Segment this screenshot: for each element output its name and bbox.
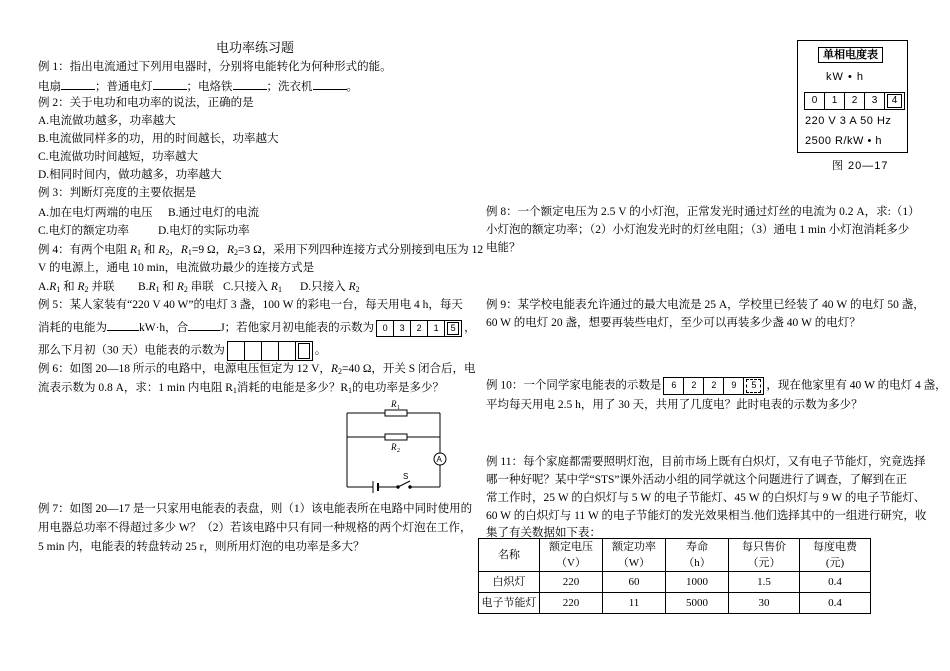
svg-text:R: R [391, 399, 397, 409]
ex9-question: 例 9：某学校电能表允许通过的最大电流是 25 A，学校里已经装了 40 W 的电灯 50 盏， [486, 299, 925, 311]
table-header: 每只售价 （元） [729, 539, 800, 572]
ex2-option-c: C.电流做功时间越短，功率越大 [38, 151, 199, 163]
table-cell: 0.4 [800, 593, 871, 614]
ex2-question: 例 2：关于电功和电功率的说法，正确的是 [38, 97, 254, 109]
table-cell: 220 [540, 593, 603, 614]
circuit-diagram [340, 395, 465, 495]
ex6-question: 例 6：如图 20—18 所示的电路中，电源电压恒定为 12 V，$R_2=40$ Ω，开关 S 闭合后，电 [38, 363, 476, 376]
lamp-data-table [478, 538, 871, 614]
ex3-option-d: D.电灯的实际功率 [158, 225, 250, 237]
table-header: 名称 [479, 539, 540, 572]
ex5-question: 例 5：某人家装有“220 V 40 W”的电灯 3 盏，100 W 的彩电一台，每天用电 4 h，每天 [38, 299, 463, 311]
ex2-option-b: B.电流做同样多的功，用的时间越长，功率越大 [38, 133, 279, 145]
table-cell: 220 [540, 572, 603, 593]
ex5-question-line3: 那么下月初（30 天）电能表的示数为 。 [38, 341, 326, 361]
ex10-question-line2: 平均每天用电 2.5 h，用了 30 天，共用了几度电？此时电表的示数为多少？ [486, 399, 863, 411]
meter-unit: kW • h [826, 71, 864, 83]
ex8-question-line2: 小灯泡的额定功率；（2）小灯泡发光时的灯丝电阻；（3）通电 1 min 小灯泡消耗多少 [486, 224, 910, 236]
svg-text:1: 1 [397, 405, 400, 411]
figure-caption: 图 20—17 [832, 160, 889, 172]
table-cell: 1000 [666, 572, 729, 593]
ex10-question: 例 10：一个同学家电能表的示数是 6 2 2 9 5 ，现在他家里有 40 W 的电灯 4 盏， [486, 377, 947, 395]
ex4-question-line2: V 的电源上，通电 10 min，电流做功最少的连接方式是 [38, 262, 315, 274]
meter-digits: 0 1 2 3 4 [804, 92, 905, 110]
table-row [479, 593, 871, 614]
ex2-option-d: D.相同时间内，做功越多，功率越大 [38, 169, 222, 181]
ex1-items: 电扇 ；普通电灯 ；电烙铁 ；洗衣机 。 [38, 77, 358, 95]
answer-blank[interactable] [107, 318, 139, 331]
svg-text:2: 2 [397, 448, 400, 454]
table-cell: 5000 [666, 593, 729, 614]
ex7-question-line2: 用电器总功率不得超过多少 W？（2）若该电路中只有同一种规格的两个灯泡在工作， [38, 522, 472, 534]
answer-blank[interactable] [313, 77, 347, 90]
ex2-option-a: A.电流做功越多，功率越大 [38, 115, 176, 127]
ex11-question-line2: 哪一种好呢？某中学“STS”课外活动小组的同学就这个问题进行了调查，了解到在正 [486, 474, 908, 486]
svg-text:R: R [391, 442, 397, 452]
ex7-question: 例 7：如图 20—17 是一只家用电能表的表盘，则（1）该电能表所在电路中同时使用的 [38, 503, 473, 515]
ex4-question: 例 4：有两个电阻 $R_1$ 和 $R_2$，$R_1=9$ Ω，$R_2=3$ Ω，采用下列四种连接方式分别接到电压为 12 [38, 244, 484, 257]
table-cell: 1.5 [729, 572, 800, 593]
table-header: 寿命 （h） [666, 539, 729, 572]
ex4-option-c: C.只接入 $R_1$ [223, 281, 282, 294]
meter-reading-answer-box[interactable] [227, 341, 313, 361]
ex5-question-line2: 消耗的电能为 kW·h，合 J；若他家月初电能表的示数为 0 3 2 1 5 ， [38, 318, 476, 337]
ex1-question: 例 1：指出电流通过下列用电器时，分别将电能转化为何种形式的能。 [38, 61, 392, 73]
answer-blank[interactable] [153, 77, 187, 90]
table-cell: 0.4 [800, 572, 871, 593]
ex3-option-b: B.通过电灯的电流 [168, 207, 260, 219]
ex4-option-a: $A.R_1$ 和 $R_2$ 并联 [38, 281, 115, 294]
ex8-question-line3: 电能？ [486, 242, 521, 254]
answer-blank[interactable] [188, 318, 220, 331]
resistor-r2 [385, 434, 407, 440]
table-header: 额定功率 （W） [603, 539, 666, 572]
ex6-question-line2: 流表示数为 0.8 A，求：1 min 内电阻 $R_1$消耗的电能是多少？$R_1$的电功率是多少？ [38, 382, 445, 395]
table-header: 额定电压 （V） [540, 539, 603, 572]
ex8-question: 例 8：一个额定电压为 2.5 V 的小灯泡，正常发光时通过灯丝的电流为 0.2 A，求:（1） [486, 206, 920, 218]
meter-spec-rating: 220 V 3 A 50 Hz [805, 115, 892, 127]
table-cell: 11 [603, 593, 666, 614]
table-row [479, 572, 871, 593]
ex3-option-a: A.加在电灯两端的电压 [38, 207, 153, 219]
ex3-question: 例 3：判断灯亮度的主要依据是 [38, 187, 197, 199]
ex4-option-d: D.只接入 $R_2$ [300, 281, 360, 294]
table-cell: 电子节能灯 [479, 593, 540, 614]
ex11-question-line3: 常工作时，25 W 的白炽灯与 5 W 的电子节能灯、45 W 的白炽灯与 9 W 的电子节能灯、 [486, 492, 926, 504]
ex9-question-line2: 60 W 的电灯 20 盏，想要再装些电灯，至少可以再装多少盏 40 W 的电灯？ [486, 317, 861, 329]
answer-blank[interactable] [61, 77, 95, 90]
ex11-question-line5: 集了有关数据如下表： [486, 527, 601, 539]
energy-meter-figure [797, 40, 908, 153]
table-header: 每度电费 (元) [800, 539, 871, 572]
ex3-option-c: C.电灯的额定功率 [38, 225, 130, 237]
svg-text:A: A [436, 455, 442, 464]
table-cell: 白炽灯 [479, 572, 540, 593]
answer-blank[interactable] [233, 77, 267, 90]
ex4-option-b: $B.R_1$ 和 $R_2$ 串联 [138, 281, 214, 294]
meter-reading-box: 0 3 2 1 5 [376, 320, 462, 337]
table-cell: 30 [729, 593, 800, 614]
ex11-question: 例 11：每个家庭都需要照明灯泡，目前市场上既有白炽灯，又有电子节能灯，究竟选择 [486, 456, 926, 468]
ex11-question-line4: 60 W 的白炽灯与 11 W 的电子节能灯的发光效果相当.他们选择其中的一组进行研究，收 [486, 510, 927, 522]
meter-title: 单相电度表 [818, 47, 883, 63]
table-header-row [479, 539, 871, 572]
resistor-r1 [385, 410, 407, 416]
page-title: 电功率练习题 [216, 40, 295, 55]
switch-icon [398, 481, 410, 487]
svg-text:S: S [403, 472, 409, 481]
ex7-question-line3: 5 min 内，电能表的转盘转动 25 r，则所用灯泡的电功率是多大？ [38, 541, 365, 553]
meter-reading-box: 6 2 2 9 5 [663, 377, 764, 395]
table-cell: 60 [603, 572, 666, 593]
meter-spec-revs: 2500 R/kW • h [805, 135, 882, 147]
